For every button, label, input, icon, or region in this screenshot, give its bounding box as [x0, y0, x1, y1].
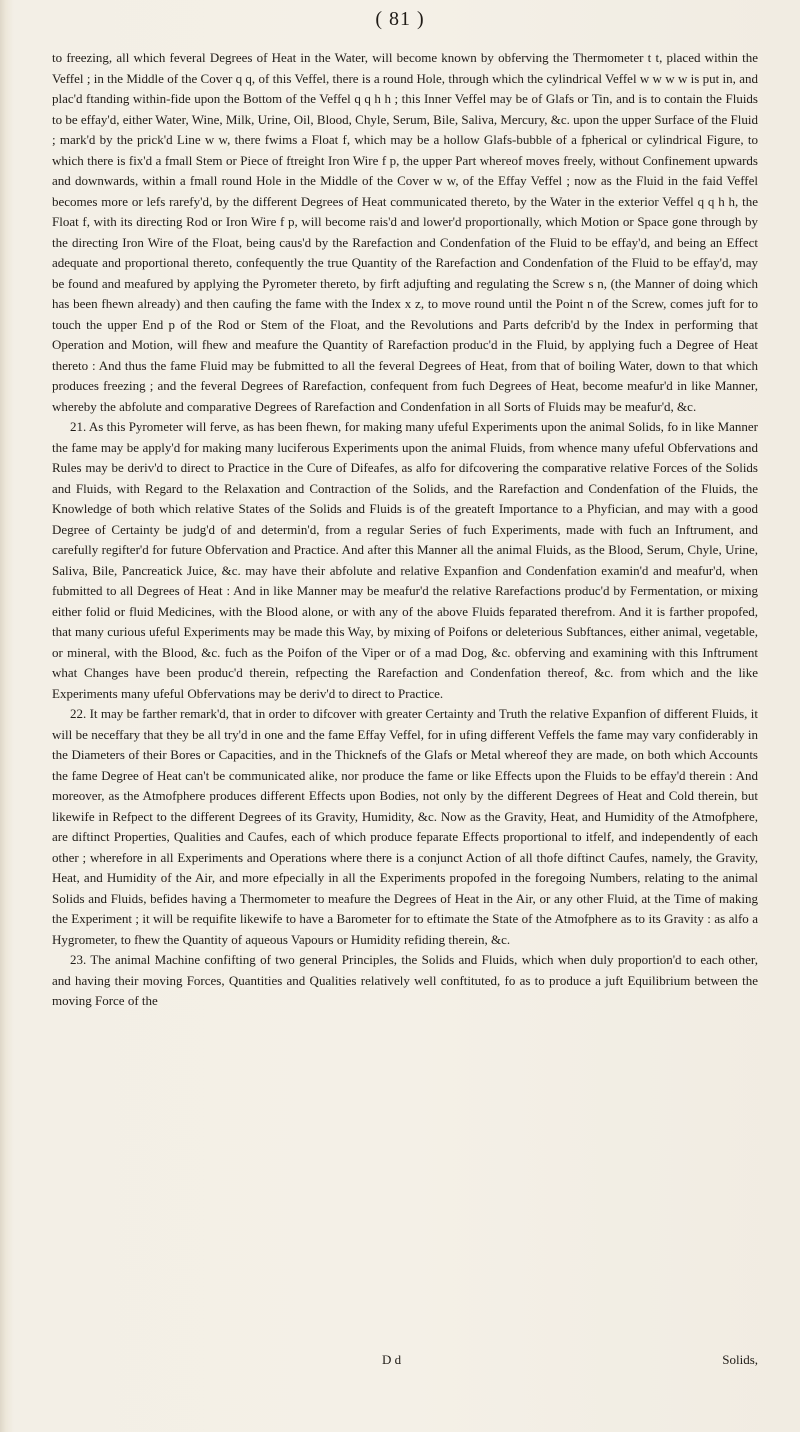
signature-mark: D d — [382, 1352, 402, 1367]
page-number: ( 81 ) — [375, 8, 425, 30]
paragraph-21: 21. As this Pyrometer will ferve, as has been fhewn, for making many ufeful Experiments upon the animal Solids, fo in like Manner the fame may be apply'd for making many luciferous Experiments upon the animal Fluids, from whence many ufeful Obfervations and Rules may be deriv'd to direct to Practice in the Cure of Difeafes, as alfo for difcovering the comparative relative Forces of the Solids and Fluids, with Regard to the Relaxation and Contraction of the Solids, and the Rarefaction and Condenfation of the Fluids, the Knowledge of both which relative States of the Solids and Fluids is of the greateft Importance to a Phyfician, and may with a good Degree of Certainty be judg'd of and determin'd, from a regular Series of fuch Experiments, made with fuch an Inftrument, and carefully regifter'd for future Obfervation and Practice. And after this Manner all the animal Fluids, as the Blood, Serum, Chyle, Urine, Saliva, Bile, Pancreatick Juice, &c. may have their abfolute and relative Expanfion and Condenfation examin'd and meafur'd, when fubmitted to all Degrees of Heat : And in like Manner may be meafur'd the relative Rarefactions produc'd by Fermentation, or mixing either folid or fluid Medicines, with the Blood alone, or with any of the above Fluids feparated therefrom. And it is farther propofed, that many curious ufeful Experiments may be made this Way, by mixing of Poifons or deleterious Subftances, either animal, vegetable, or mineral, with the Blood, &c. fuch as the Poifon of the Viper or of a mad Dog, &c. obferving and examining with this Inftrument what Changes have been produc'd therein, refpecting the Rarefaction and Condenfation thereof, &c. from which and the like Experiments many ufeful Obfervations may be deriv'd to direct to Practice. — [52, 419, 758, 701]
paragraph-continuation: to freezing, all which feveral Degrees of Heat in the Water, will become known by obferving the Thermometer t t, placed within the Veffel ; in the Middle of the Cover q q, of this Veffel, there is a round Hole, through which the cylindrical Veffel w w w w is put in, and plac'd ftanding within-fide upon the Bottom of the Veffel q q h h ; this Inner Veffel may be of Glafs or Tin, and is to contain the Fluids to be effay'd, either Water, Wine, Milk, Urine, Oil, Blood, Chyle, Serum, Bile, Saliva, Mercury, &c. upon the upper Surface of the Fluid ; mark'd by the prick'd Line w w, there fwims a Float f, which may be a hollow Glafs-bubble of a fpherical or cylindrical Figure, to which there is fix'd a fmall Stem or Piece of ftreight Iron Wire f p, the upper Part whereof moves freely, without Confinement upwards and downwards, within a fmall round Hole in the Middle of the Cover w w, of the Effay Veffel ; now as the Fluid in the faid Veffel becomes more or lefs rarefy'd, by the different Degrees of Heat communicated thereto, by the Water in the exterior Veffel q q h h, the Float f, with its directing Rod or Iron Wire f p, will become rais'd and lower'd proportionally, which Motion or Space gone through by the directing Iron Wire of the Float, being caus'd by the Rarefaction and Condenfation of the Fluid to be effay'd, and being an Effect adequate and proportional thereto, confequently the true Quantity of the Rarefaction and Condenfation of the Fluid to be effay'd, may be found and meafured by applying the Pyrometer thereto, by firft adjufting and regulating the Screw s n, (the Manner of doing which has been fhewn already) and then caufing the fame with the Index x z, to move round until the Point n of the Screw, comes juft for to touch the upper End p of the Rod or Stem of the Float, and the Revolutions and Parts defcrib'd by the Index in performing that Operation and Motion, will fhew and meafure the Quantity of Rarefaction produc'd in the Fluid, by applying fuch a Degree of Heat thereto : And thus the fame Fluid may be fubmitted to all the feveral Degrees of Heat, from that of boiling Water, down to that which produces freezing ; and the feveral Degrees of Rarefaction, confequent from fuch Degrees of Heat, become meafur'd in like Manner, whereby the abfolute and comparative Degrees of Rarefaction and Condenfation in all Sorts of Fluids may be meafur'd, &c. — [52, 50, 758, 414]
page-footer — [52, 1352, 758, 1372]
paragraph-23: 23. The animal Machine confifting of two general Principles, the Solids and Fluids, which when duly proportion'd to each other, and having their moving Forces, Quantities and Qualities relatively well conftituted, fo as to produce a juft Equilibrium between the moving Force of the — [52, 952, 758, 1008]
paragraph-22: 22. It may be farther remark'd, that in order to difcover with greater Certainty and Truth the relative Expanfion of different Fluids, it will be neceffary that they be all try'd in one and the fame Effay Veffel, for in ufing different Veffels the fame may vary confiderably in the Diameters of their Bores or Capacities, and in the Thicknefs of the Glafs or Metal whereof they are made, on both which Accounts the fame Degree of Heat can't be communicated alike, nor produce the fame or like Effects upon the Fluids to be effay'd therein : And moreover, as the Atmofphere produces different Effects upon Bodies, not only by the different Degrees of Heat and Cold therein, but likewife in Refpect to the different Degrees of its Gravity, Humidity, &c. Now as the Gravity, Heat, and Humidity of the Atmofphere, are diftinct Properties, Qualities and Caufes, each of which produce feparate Effects proportional to itfelf, and independently of each other ; wherefore in all Experiments and Operations where there is a conjunct Action of all thofe diftinct Caufes, namely, the Gravity, Heat, and Humidity of the Air, and more efpecially in all the Experiments propofed in the foregoing Numbers, relating to the animal Solids and Fluids, befides having a Thermometer to meafure the Degrees of Heat in the Air, or any other Fluid, at the Time of making the Experiment ; it will be requifite likewife to have a Barometer for to eftimate the State of the Atmofphere as to its Gravity : as alfo a Hygrometer, to fhew the Quantity of aqueous Vapours or Humidity refiding therein, &c. — [52, 706, 758, 947]
body-text — [52, 48, 758, 1012]
catchword: Solids, — [722, 1352, 758, 1367]
